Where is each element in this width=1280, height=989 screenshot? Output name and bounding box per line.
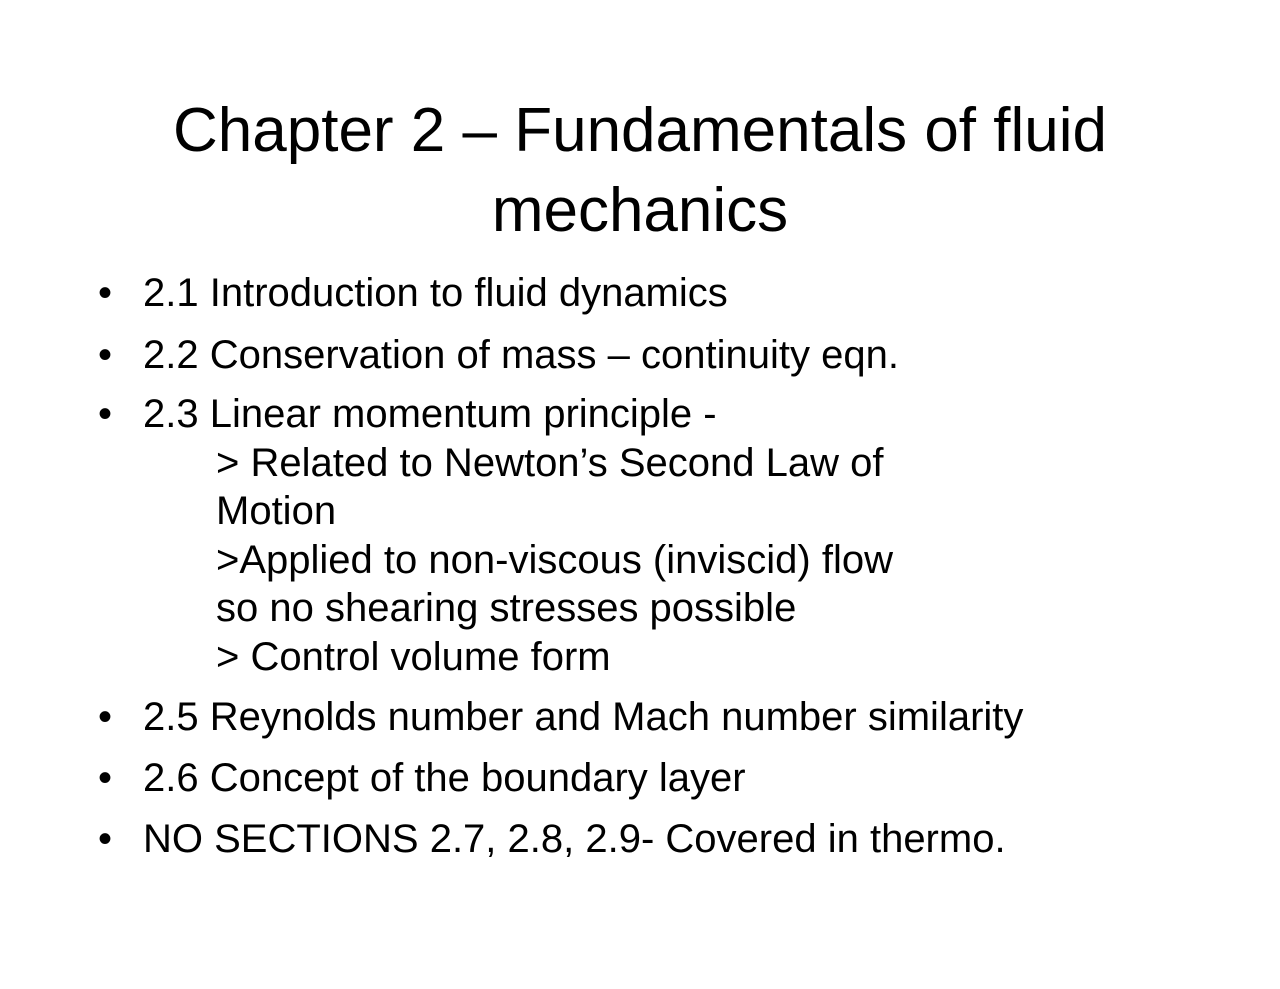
sub-item-line: so no shearing stresses possible	[216, 586, 797, 630]
bullet-item-2-2: 2.2 Conservation of mass – continuity eqn.	[143, 333, 899, 377]
slide-title-line-2: mechanics	[491, 176, 789, 245]
bullet-item-no-sections: NO SECTIONS 2.7, 2.8, 2.9- Covered in thermo.	[143, 817, 1006, 861]
bullet-marker: •	[98, 271, 113, 315]
sub-item-line: Motion	[216, 489, 337, 533]
bullet-item-2-5: 2.5 Reynolds number and Mach number similarity	[143, 695, 1024, 739]
bullet-marker: •	[98, 392, 113, 436]
sub-item-line: > Related to Newton’s Second Law of	[216, 441, 884, 485]
bullet-marker: •	[98, 333, 113, 377]
bullet-item-2-3: 2.3 Linear momentum principle -	[143, 392, 717, 436]
bullet-item-2-1: 2.1 Introduction to fluid dynamics	[143, 271, 728, 315]
slide-title-line-1: Chapter 2 – Fundamentals of fluid	[173, 96, 1107, 165]
sub-item-line: >Applied to non-viscous (inviscid) flow	[216, 538, 893, 582]
bullet-marker: •	[98, 695, 113, 739]
bullet-marker: •	[98, 817, 113, 861]
bullet-marker: •	[98, 756, 113, 800]
sub-item-line: > Control volume form	[216, 635, 611, 679]
bullet-item-2-6: 2.6 Concept of the boundary layer	[143, 756, 746, 800]
